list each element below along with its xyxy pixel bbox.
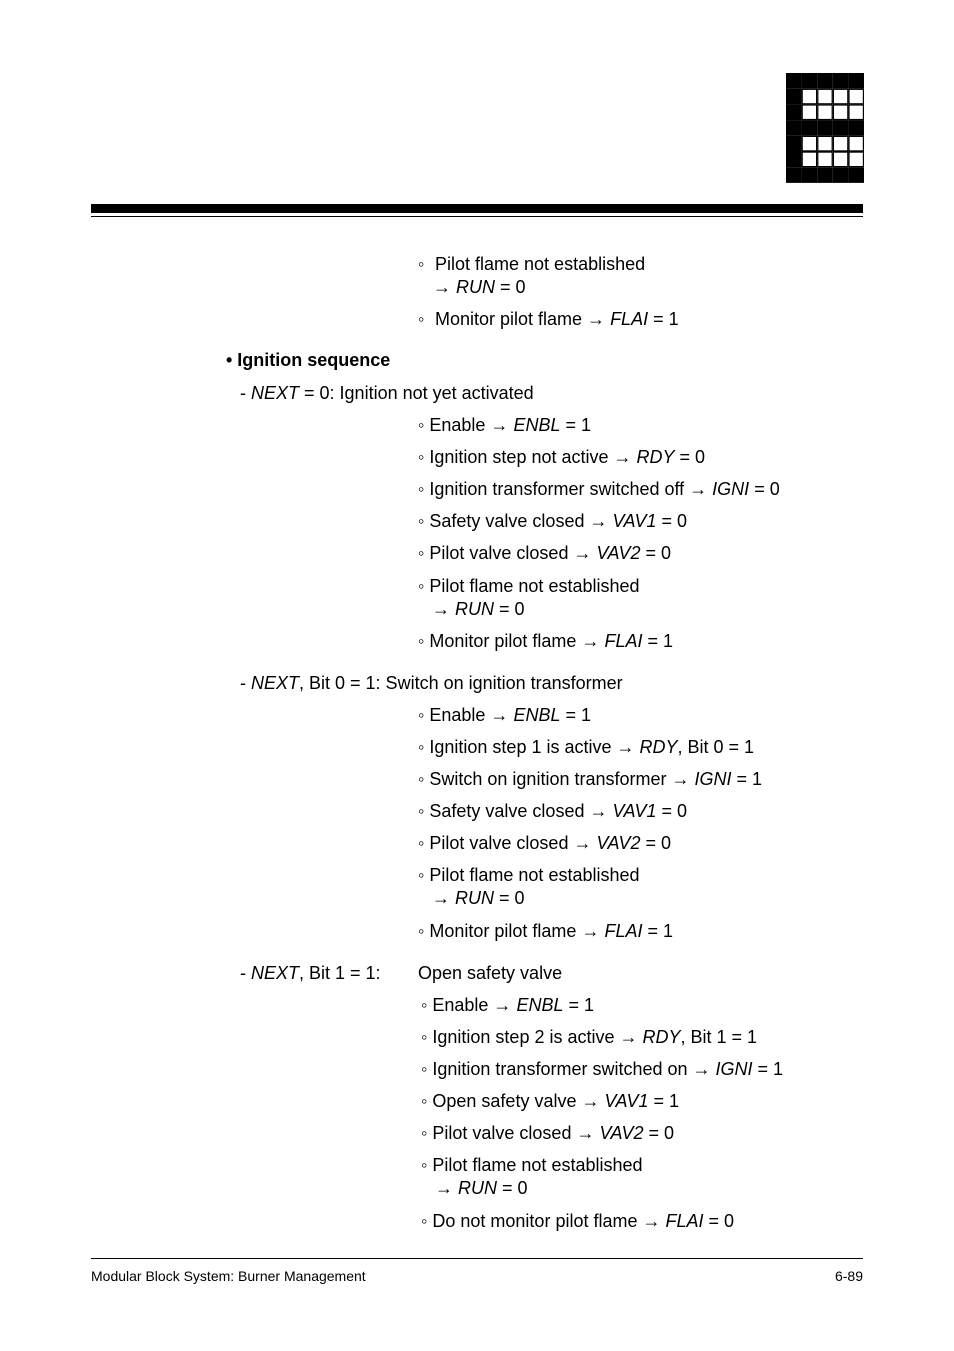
logo-cell xyxy=(787,168,801,183)
logo-cell xyxy=(833,136,847,151)
logo-cell xyxy=(818,105,832,120)
logo-cell xyxy=(802,105,816,120)
logo-cell xyxy=(849,74,863,89)
list-item: ◦ Ignition transformer switched on → IGNI = 1 xyxy=(421,1059,784,1079)
logo-cell xyxy=(849,105,863,120)
logo-cell xyxy=(833,152,847,167)
logo-cell xyxy=(833,74,847,89)
logo-cell xyxy=(818,136,832,151)
subsection-label-desc: Open safety valve xyxy=(418,963,563,983)
logo-cell xyxy=(849,168,863,183)
list-item: ◦ Ignition step 1 is active → RDY, Bit 0 = 1 xyxy=(418,737,755,757)
list-item: ◦ Enable → ENBL = 1 xyxy=(418,705,591,725)
list-item-cont: → RUN = 0 xyxy=(435,1178,528,1198)
logo-cell xyxy=(802,121,816,136)
list-item: ◦ Safety valve closed → VAV1 = 0 xyxy=(418,801,688,821)
list-item: ◦ Enable → ENBL = 1 xyxy=(421,995,594,1015)
logo-cell xyxy=(833,105,847,120)
logo-cell xyxy=(802,168,816,183)
list-item: ◦ Ignition transformer switched off → IGNI = 0 xyxy=(418,479,780,499)
logo-cell xyxy=(802,89,816,104)
logo-cell xyxy=(849,121,863,136)
logo-cell xyxy=(787,136,801,151)
list-item: ◦ Pilot valve closed → VAV2 = 0 xyxy=(418,833,672,853)
logo-cell xyxy=(818,89,832,104)
logo-cell xyxy=(849,136,863,151)
header-rule-thin xyxy=(91,216,863,217)
logo-cell xyxy=(818,121,832,136)
logo-cell xyxy=(787,152,801,167)
list-item: ◦ Switch on ignition transformer → IGNI = 1 xyxy=(418,769,763,789)
list-item: ◦ xyxy=(418,309,425,329)
list-item-cont: → RUN = 0 xyxy=(433,277,526,297)
list-item: ◦ Safety valve closed → VAV1 = 0 xyxy=(418,511,688,531)
list-item-text: Monitor pilot flame → FLAI = 1 xyxy=(435,309,679,329)
page-number: 6-89 xyxy=(834,1268,863,1284)
subsection-label: - NEXT = 0: Ignition not yet activated xyxy=(240,383,534,403)
list-item-cont: → RUN = 0 xyxy=(432,599,525,619)
subsection-label: - NEXT, Bit 1 = 1: xyxy=(240,963,381,983)
logo-cell xyxy=(802,74,816,89)
logo-cell xyxy=(787,105,801,120)
logo-cell xyxy=(818,168,832,183)
logo-cell xyxy=(818,74,832,89)
logo-cell xyxy=(787,74,801,89)
list-item: ◦ Monitor pilot flame → FLAI = 1 xyxy=(418,631,673,651)
logo-cell xyxy=(787,89,801,104)
header-rule-thick xyxy=(91,204,863,213)
section-heading: • Ignition sequence xyxy=(226,350,391,370)
logo-cell xyxy=(802,152,816,167)
list-item: ◦ Enable → ENBL = 1 xyxy=(418,415,591,435)
list-item: ◦ Monitor pilot flame → FLAI = 1 xyxy=(418,921,673,941)
logo-cell xyxy=(849,152,863,167)
list-item: ◦ Pilot flame not established xyxy=(418,865,640,885)
list-item: ◦ Pilot flame not established xyxy=(418,576,640,596)
list-item: ◦ Pilot valve closed → VAV2 = 0 xyxy=(418,543,672,563)
list-item: ◦ xyxy=(418,254,425,274)
list-item: ◦ Ignition step not active → RDY = 0 xyxy=(418,447,706,467)
logo-cell xyxy=(787,121,801,136)
footer-title: Modular Block System: Burner Management xyxy=(91,1268,366,1284)
logo-cell xyxy=(833,121,847,136)
list-item-cont: → RUN = 0 xyxy=(432,888,525,908)
list-item: ◦ Do not monitor pilot flame → FLAI = 0 xyxy=(421,1211,735,1231)
list-item: ◦ Pilot valve closed → VAV2 = 0 xyxy=(421,1123,675,1143)
logo-cell xyxy=(849,89,863,104)
list-item: ◦ Pilot flame not established xyxy=(421,1155,643,1175)
logo-cell xyxy=(802,136,816,151)
logo-cell xyxy=(818,152,832,167)
list-item: ◦ Open safety valve → VAV1 = 1 xyxy=(421,1091,680,1111)
grid-logo-icon xyxy=(786,73,864,183)
list-item-text: Pilot flame not established xyxy=(435,254,646,274)
logo-cell xyxy=(833,168,847,183)
subsection-label: - NEXT, Bit 0 = 1: Switch on ignition transformer xyxy=(240,673,623,693)
list-item: ◦ Ignition step 2 is active → RDY, Bit 1 = 1 xyxy=(421,1027,758,1047)
logo-cell xyxy=(833,89,847,104)
footer-rule xyxy=(91,1258,863,1259)
